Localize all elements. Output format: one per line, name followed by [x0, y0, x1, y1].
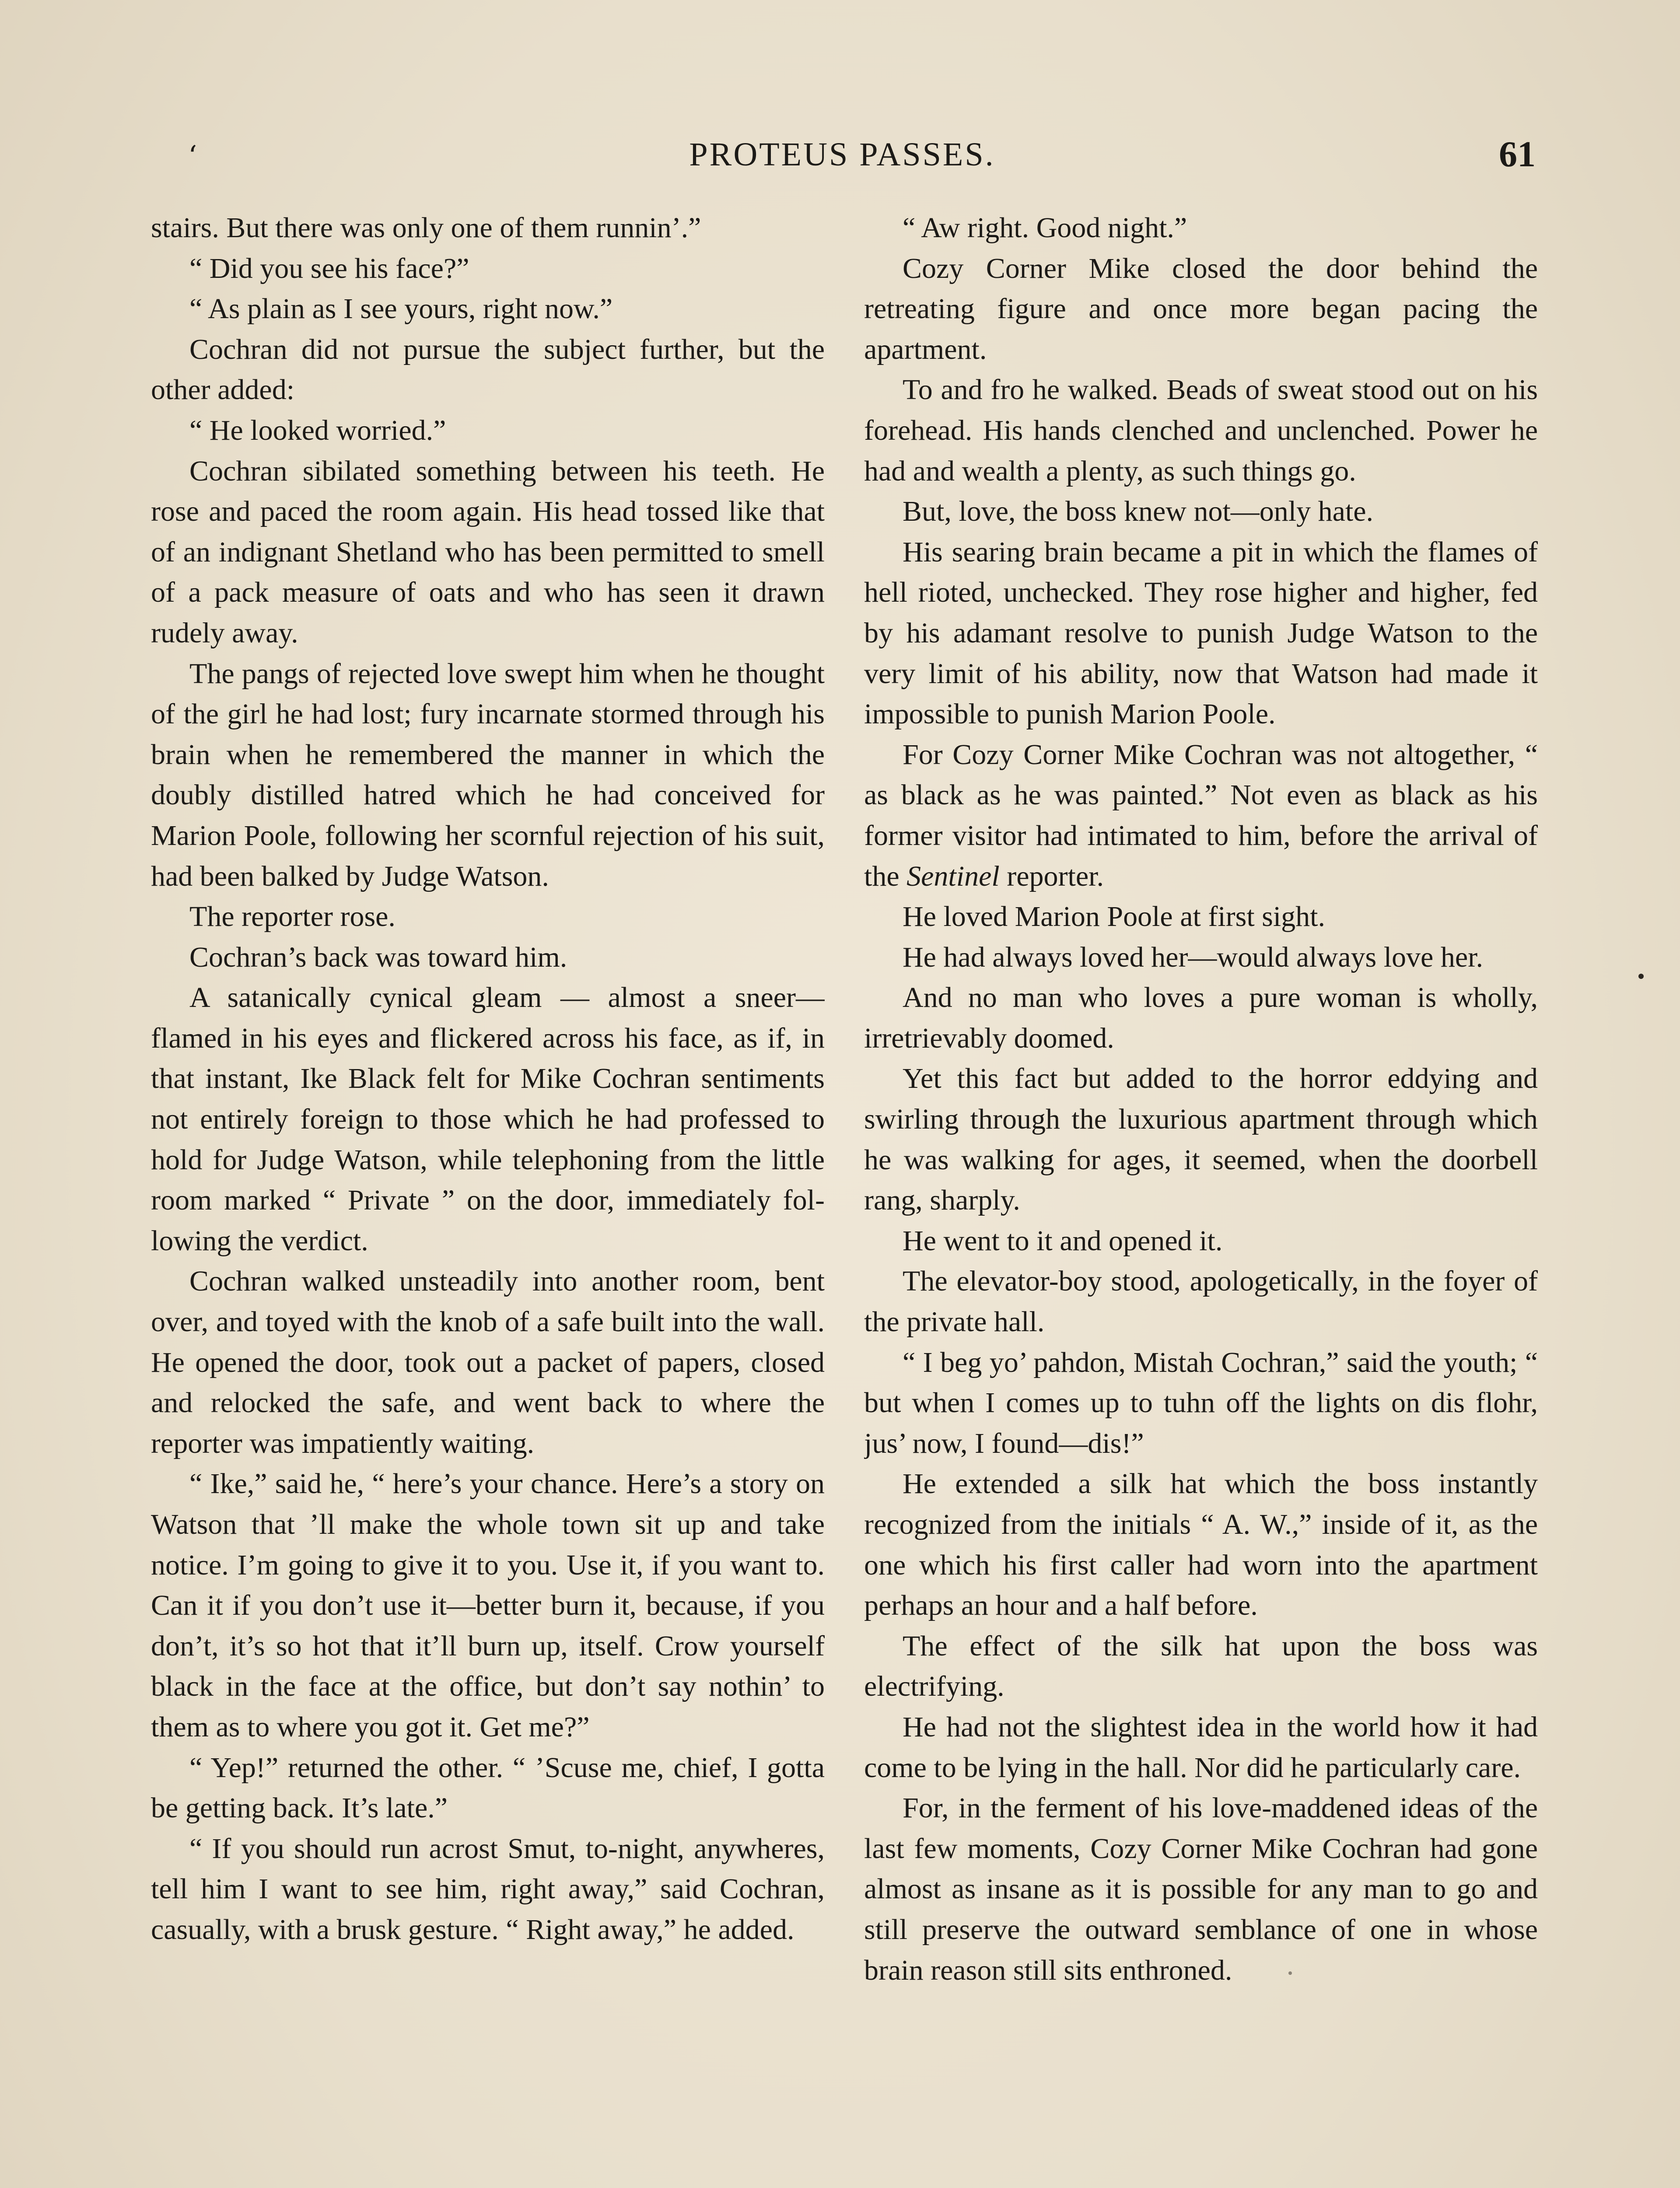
paragraph: Yet this fact but added to the horror eddying and swirling through the luxurious apartment through which he was walking for ages, it seemed, when the doorbell rang, sharply.: [864, 1062, 1538, 1217]
right-text-column: [864, 208, 1538, 2188]
page-number: 61: [1499, 134, 1536, 175]
paragraph: For Cozy Corner Mike Cochran was not altogether, “ as black as he was painted.” Not even as black as his former visitor had intimated to him, before the arrival of the Sentinel reporter.: [864, 738, 1538, 892]
paragraph: But, love, the boss knew not—only hate.: [903, 495, 1374, 528]
paragraph: Cochran walked unsteadily into another room, bent over, and toyed with the knob of a safe built into the wall. He opened the door, took out a packet of papers, closed and relocked the safe, and went back to where the reporter was impatiently waiting.: [151, 1265, 825, 1459]
paragraph: And no man who loves a pure woman is wholly, irretrievably doomed.: [864, 982, 1538, 1054]
paragraph: stairs. But there was only one of them runnin’.”: [151, 212, 701, 244]
paragraph: A satanically cynical gleam — almost a sneer—flamed in his eyes and flickered across his face, as if, in that instant, Ike Black felt for Mike Cochran sentiments not entirely foreign to those which he had professed to hold for Judge Watson, while telephoning from the little room marked “ Private ” on the door, immediately following the verdict.: [151, 982, 825, 1257]
paragraph: Cochran’s back was toward him.: [189, 941, 567, 973]
left-text-column: [151, 208, 825, 2188]
paragraph: He went to it and opened it.: [903, 1224, 1223, 1257]
header-mark: ʻ: [188, 140, 197, 172]
paragraph: Cochran did not pursue the subject further, but the other added:: [151, 333, 825, 406]
paragraph: Cochran sibilated something between his teeth. He rose and paced the room again. His head tossed like that of an indignant Shetland who has been permitted to smell of a pack measure of oats and who has seen it drawn rudely away.: [151, 455, 825, 649]
paragraph: He had always loved her—would always love her.: [903, 941, 1483, 973]
paragraph: He extended a silk hat which the boss instantly recognized from the initials “ A. W.,” inside of it, as the one which his first caller had worn into the apartment perhaps an hour and a half before.: [864, 1468, 1538, 1622]
paragraph: The pangs of rejected love swept him when he thought of the girl he had lost; fury incarnate stormed through his brain when he remembered the manner in which the doubly distilled hatred which he had conceived for Marion Poole, following her scornful rejection of his suit, had been balked by Judge Watson.: [151, 657, 825, 892]
paragraph: Cozy Corner Mike closed the door behind the retreating figure and once more began pacing the apartment.: [864, 252, 1538, 365]
paragraph: “ I beg yo’ pahdon, Mistah Cochran,” said the youth; “ but when I comes up to tuhn off the lights on dis flohr, jus’ now, I found—dis!”: [864, 1346, 1538, 1459]
paragraph: “ Aw right. Good night.”: [903, 212, 1187, 244]
paragraph: To and fro he walked. Beads of sweat stood out on his forehead. His hands clenched and unclenched. Power he had and wealth a plenty, as such things go.: [864, 374, 1538, 487]
paragraph: He loved Marion Poole at first sight.: [903, 901, 1326, 933]
running-title: PROTEUS PASSES.: [689, 136, 995, 173]
paragraph: The reporter rose.: [189, 901, 396, 933]
paragraph: “ Ike,” said he, “ here’s your chance. Here’s a story on Watson that ’ll make the whole town sit up and take notice. I’m going to give it to you. Use it, if you want to. Can it if you don’t use it—better burn it, because, if you don’t, it’s so hot that it’ll burn up, itself. Crow yourself black in the face at the office, but don’t say nothin’ to them as to where you got it. Get me?”: [151, 1468, 825, 1743]
paragraph: “ Yep!” returned the other. “ ’Scuse me, chief, I gotta be getting back. It’s late.”: [151, 1751, 825, 1824]
print-speck: [1288, 1971, 1292, 1975]
newspaper-name: Sentinel: [906, 860, 1000, 892]
print-speck: [1638, 974, 1644, 979]
paragraph: “ As plain as I see yours, right now.”: [189, 293, 613, 325]
paragraph: “ Did you see his face?”: [189, 252, 469, 284]
paragraph: He had not the slightest idea in the world how it had come to be lying in the hall. Nor did he particularly care.: [864, 1711, 1538, 1784]
paragraph: “ He looked worried.”: [189, 414, 446, 446]
paragraph: The effect of the silk hat upon the boss was electrifying.: [864, 1630, 1538, 1703]
paragraph: “ If you should run acrost Smut, to-night, anywheres, tell him I want to see him, right away,” said Cochran, casually, with a brusk gesture. “ Right away,” he added.: [151, 1832, 825, 1946]
paragraph: His searing brain became a pit in which the flames of hell rioted, unchecked. They rose higher and higher, fed by his adamant resolve to punish Judge Watson to the very limit of his ability, now that Watson had made it impossible to punish Marion Poole.: [864, 536, 1538, 730]
page-header: [149, 131, 1536, 179]
paragraph: The elevator-boy stood, apologetically, in the foyer of the private hall.: [864, 1265, 1538, 1338]
paragraph: For, in the ferment of his love-maddened ideas of the last few moments, Cozy Corner Mike Cochran had gone almost as insane as it is possible for any man to go and still preserve the outward semblance of one in whose brain reason still sits enthroned.: [864, 1792, 1538, 1986]
